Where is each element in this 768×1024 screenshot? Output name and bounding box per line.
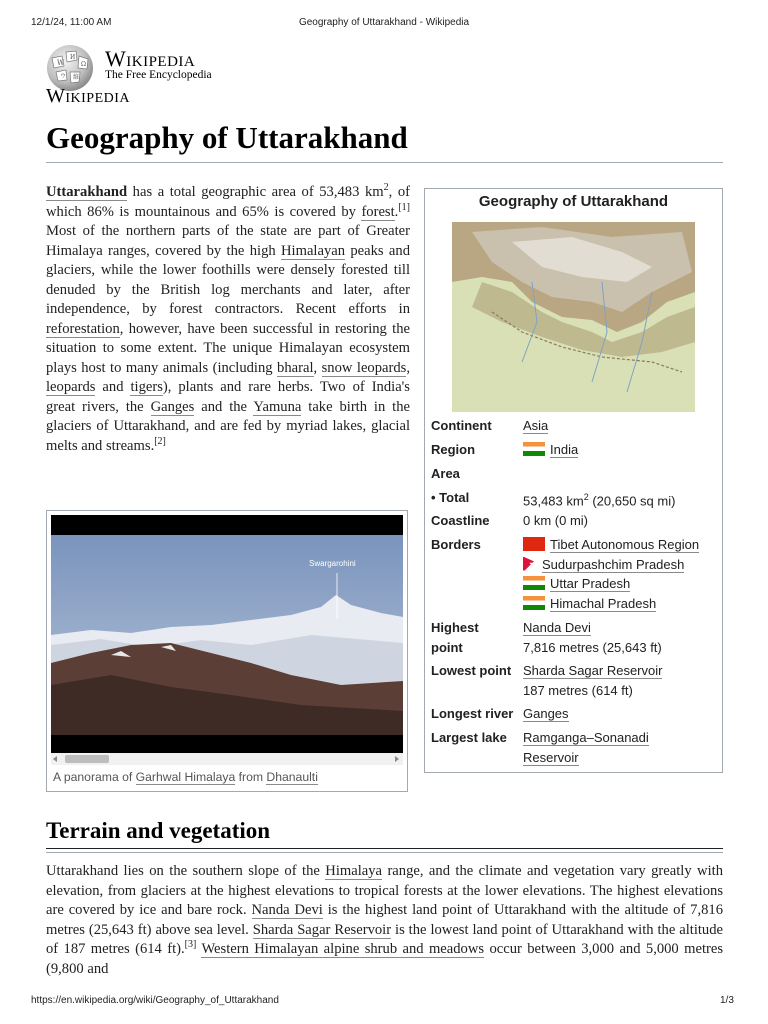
india-flag-icon	[523, 596, 545, 610]
border-item	[523, 574, 723, 594]
print-url: https://en.wikipedia.org/wiki/Geography_of_Uttarakhand	[31, 995, 279, 1006]
area-label: Area	[431, 466, 460, 481]
india-flag-icon	[523, 576, 545, 590]
link-reforestation[interactable]: reforestation	[46, 320, 120, 337]
print-doc-title: Geography of Uttarakhand - Wikipedia	[298, 17, 470, 28]
highest-value: 7,816 metres (25,643 ft)	[523, 639, 662, 655]
link-bharal[interactable]: bharal	[277, 359, 314, 376]
coastline-label: Coastline	[431, 513, 490, 528]
link-himalaya[interactable]: Himalaya	[325, 863, 383, 879]
borders-label: Borders	[431, 537, 481, 552]
panorama-figure	[46, 510, 408, 792]
ref-2[interactable]: [2]	[154, 435, 166, 447]
panorama-scrollbar[interactable]	[51, 753, 403, 765]
link-ramganga[interactable]: Ramganga–Sonanadi	[523, 730, 649, 745]
intro-text: Most of the northern parts of the state are part of Greater Himalaya ranges, covered by the high	[46, 223, 410, 259]
svg-text:W: W	[57, 59, 65, 67]
link-ganges-river[interactable]: Ganges	[523, 706, 569, 721]
infobox	[424, 188, 723, 773]
superscript: 2	[383, 182, 389, 194]
svg-text:維: 維	[73, 74, 80, 81]
link-nanda-devi-text[interactable]: Nanda Devi	[251, 902, 323, 918]
wikipedia-tagline: The Free Encyclopedia	[105, 69, 212, 81]
print-page-number: 1/3	[720, 995, 734, 1006]
link-nanda-devi[interactable]: Nanda Devi	[523, 620, 591, 635]
china-flag-icon	[523, 537, 545, 551]
link-uttar-pradesh[interactable]: Uttar Pradesh	[550, 576, 631, 591]
lowest-value: 187 metres (614 ft)	[523, 682, 633, 698]
link-snow-leopards[interactable]: snow leopards	[321, 359, 407, 376]
region-label: Region	[431, 442, 476, 457]
scroll-right-icon[interactable]	[395, 756, 399, 762]
panorama-caption: A panorama of Garhwal Himalaya from Dhanaulti	[53, 770, 318, 784]
title-divider	[46, 162, 723, 163]
intro-text: peaks and glaciers, while the lower foothills were densely forested till denuded by the British log merchants and later, after independence, by forest contractors. Recent efforts in	[46, 242, 410, 317]
border-item	[523, 594, 723, 614]
border-item	[523, 555, 723, 575]
total-value: 53,483 $km^2$ (20,650 sq mi)	[523, 492, 676, 509]
intro-text: , however, have been successful in restoring the situation to some extent. The unique Himalayan ecosystem plays host to many animals (including	[46, 320, 410, 376]
link-leopards[interactable]: leopards	[46, 379, 96, 395]
link-tibet[interactable]: Tibet Autonomous Region	[550, 537, 700, 552]
svg-text:ウ: ウ	[60, 73, 67, 80]
link-tigers[interactable]: tigers	[130, 379, 163, 395]
print-datetime: 12/1/24, 11:00 AM	[31, 17, 112, 28]
wikipedia-wordmark: Wikipedia	[105, 46, 196, 71]
total-label: • Total	[431, 490, 470, 505]
section-heading-terrain: Terrain and vegetation	[46, 818, 271, 843]
infobox-title: Geography of Uttarakhand	[478, 193, 669, 210]
panorama-image[interactable]	[51, 515, 403, 753]
link-sharda-sagar-text[interactable]: Sharda Sagar Reservoir	[252, 921, 392, 938]
intro-text: take birth in the glaciers of Uttarakhand, and are fed by myriad lakes, glacial melts and streams.	[46, 398, 410, 454]
section-divider-2	[46, 852, 723, 853]
ref-1[interactable]: [1]	[398, 201, 410, 213]
page-title: Geography of Uttarakhand	[46, 120, 408, 155]
link-asia[interactable]: Asia	[523, 418, 549, 433]
intro-text: ), plants and rare herbs. Two of India's great rivers, the	[46, 379, 410, 415]
river-label: Longest river	[431, 706, 514, 721]
link-garhwal-himalaya[interactable]: Garhwal Himalaya	[135, 770, 236, 784]
intro-text: has a total geographic area of 53,483 km	[127, 184, 384, 200]
link-sharda-sagar[interactable]: Sharda Sagar Reservoir	[523, 663, 663, 678]
border-item	[523, 535, 723, 555]
link-himalayan[interactable]: Himalayan	[281, 242, 346, 259]
link-himachal-pradesh[interactable]: Himachal Pradesh	[550, 595, 657, 611]
infobox-row-highest	[431, 618, 727, 658]
india-flag-icon	[523, 442, 545, 456]
svg-text:Ω: Ω	[81, 61, 86, 68]
link-india[interactable]: India	[550, 442, 579, 457]
article-subject	[46, 184, 127, 201]
coastline-value: 0 km (0 mi)	[523, 513, 588, 528]
link-ganges[interactable]: Ganges	[150, 398, 195, 415]
link-yamuna[interactable]: Yamuna	[253, 398, 302, 415]
infobox-row-coastline	[431, 511, 727, 531]
section-divider	[46, 848, 723, 849]
infobox-row-lowest	[431, 661, 727, 701]
infobox-map[interactable]	[452, 222, 695, 412]
highest-label: Highest point	[431, 620, 479, 655]
link-sudurpashchim[interactable]: Sudurpashchim Pradesh	[542, 556, 685, 572]
svg-text:И: И	[70, 54, 76, 61]
terrain-paragraph: Uttarakhand lies on the southern slope of the Himalaya range, and the climate and vegetation vary greatly with elevation, from glaciers at the highest elevations to tropical forests at the lower elevations. The highest elevations are covered by ice and bare rock. Nanda Devi is the highest land point of Uttarakhand with the altitude of 7,816 metres (25,643 ft) above sea level. Sharda Sagar Reservoir is the lowest land point of Uttarakhand with the altitude of 187 metres (614 ft).[3] Western Himalayan alpine shrub and meadows occur between 3,000 and 5,000 metres (9,800 and	[46, 863, 724, 977]
wikipedia-wordmark-small[interactable]: Wikipedia	[46, 85, 131, 107]
infobox-row-continent	[431, 416, 727, 436]
link-uttarakhand[interactable]: Uttarakhand	[46, 184, 128, 200]
lake-label: Largest lake	[431, 730, 507, 745]
continent-label: Continent	[431, 418, 492, 433]
link-alpine-shrub[interactable]: Western Himalayan alpine shrub and meadows	[201, 941, 485, 957]
ref-3[interactable]: [3]	[184, 939, 197, 951]
panorama-peak-label: Swargarohini	[309, 559, 356, 568]
intro-text: , of which 86% is mountainous and 65% is covered by	[46, 184, 410, 220]
nepal-flag-icon	[523, 557, 537, 571]
infobox-row-river	[431, 704, 727, 724]
intro-paragraph: Uttarakhand has a total geographic area of 53,483 $km^2$, of which 86% is mountainous and 65% is covered by forest.[1] Most of the northern parts of the state are part of Greater Himalaya ranges, covered by the high Himalayan peaks and glaciers, while the lower foothills were densely forested till denuded by the British log merchants and later, after independence, by forest contractors. Recent efforts in reforestation, however, have been successful in restoring the situation to some extent. The unique Himalayan ecosystem plays host to many animals (including bharal, snow leopards, leopards and tigers), plants and rare herbs. Two of India's great rivers, the Ganges and the Yamuna take birth in the glaciers of Uttarakhand, and are fed by myriad lakes, glacial melts and streams.[2]	[46, 182, 410, 454]
infobox-row-total	[431, 488, 727, 508]
lowest-label: Lowest point	[431, 663, 512, 678]
link-dhanaulti[interactable]: Dhanaulti	[266, 770, 318, 784]
scroll-left-icon[interactable]	[53, 756, 57, 762]
infobox-row-lake	[431, 728, 727, 768]
infobox-row-borders	[431, 535, 727, 615]
link-ramganga-2[interactable]: Reservoir	[523, 749, 579, 765]
infobox-row-region	[431, 440, 727, 460]
infobox-row-area	[431, 464, 727, 484]
scrollbar-thumb[interactable]	[65, 755, 109, 763]
link-forest[interactable]: forest	[361, 203, 395, 220]
